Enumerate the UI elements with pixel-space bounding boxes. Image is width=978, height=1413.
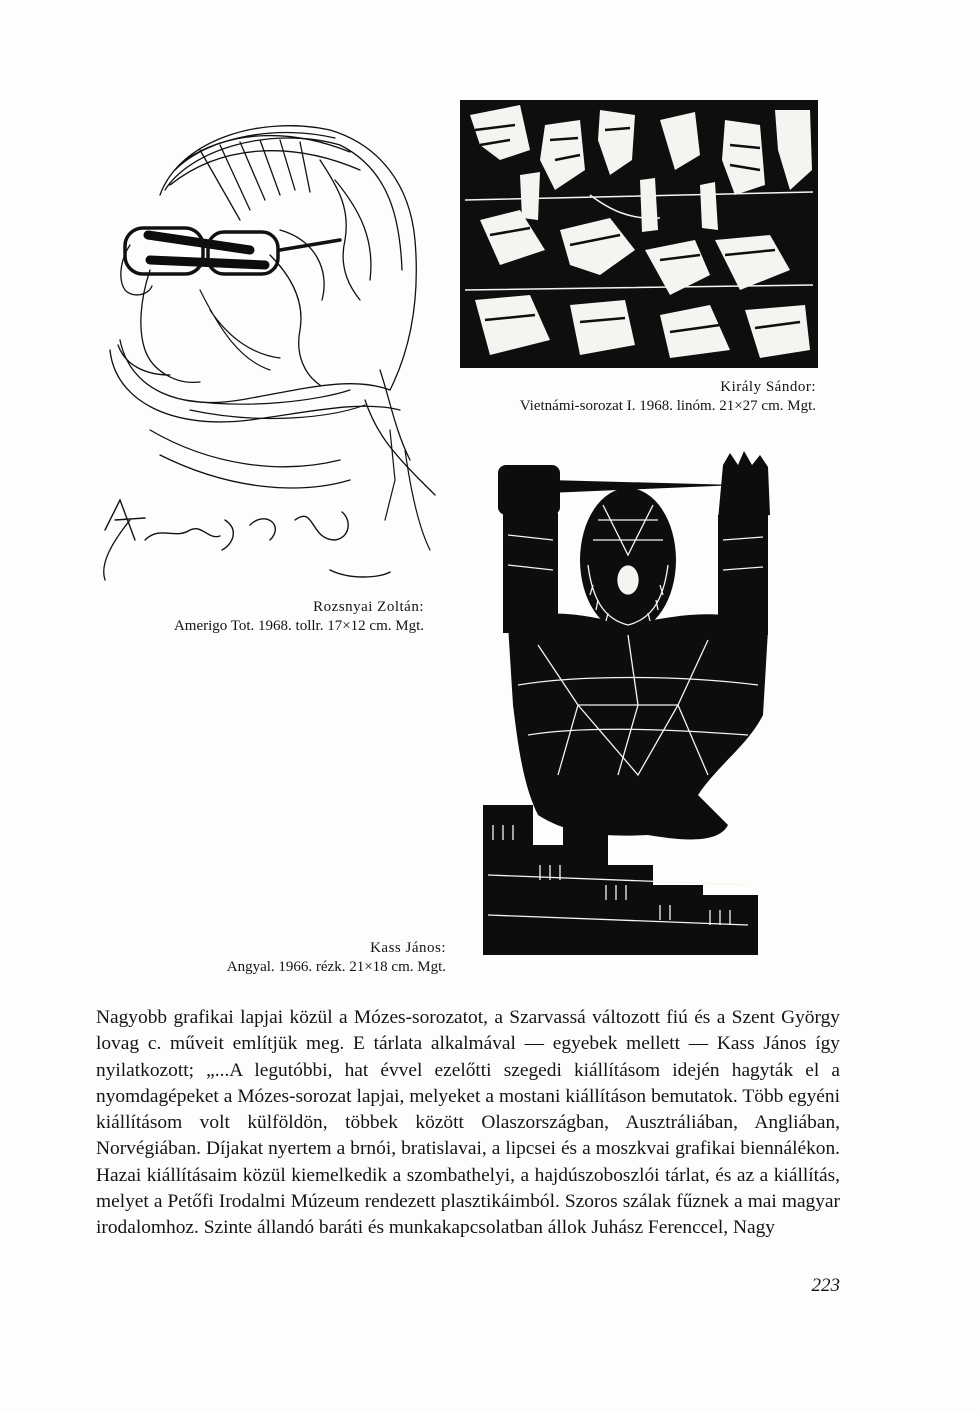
portrait-drawing [90,100,450,595]
angel-details: Angyal. 1966. rézk. 21×18 cm. Mgt. [226,959,446,975]
angel-author: Kass János: [370,940,446,956]
angel-etching [478,445,778,965]
vietnam-details: Vietnámi-sorozat I. 1968. linóm. 21×27 cm. Mgt. [519,398,816,414]
page-number: 223 [811,1275,840,1296]
portrait-author: Rozsnyai Zoltán: [313,599,424,615]
vietnam-author: Király Sándor: [720,379,816,395]
body-paragraph: Nagyobb grafikai lapjai közül a Mózes-sorozatot, a Szarvassá változott fiú és a Szent György lovag c. műveit említjük meg. E tárlata alkalmával — egyebek mellett — Kass János így nyilatkozott; „...A legutóbbi, hat évvel ezelőtti szegedi kiállításom idején hagyták el a nyomdagépeket a Mózes-sorozat lapjai, melyeket a mostani kiállításon bemutatok. Több egyéni kiállításom volt külföldön, többek között Olaszországban, Ausztráliában, Angliában, Norvégiában. Díjakat nyertem a brnói, bratislavai, a lipcsei és a moszkvai grafikai biennálékon. Hazai kiállításaim közül kiemelkedik a szombathelyi, a hajdúszoboszlói tárlat, és az a kiállítás, melyet a Petőfi Irodalmi Múzeum rendezett plasztikáimból. Szoros szálak fűznek a mai magyar irodalomhoz. Szinte állandó baráti és munkakapcsolatban állok Juhász Ferenccel, Nagy [96,1007,840,1239]
angel-caption [130,939,446,977]
portrait-caption [60,598,424,636]
vietnam-caption [440,378,816,416]
portrait-details: Amerigo Tot. 1968. tollr. 17×12 cm. Mgt. [173,618,424,634]
vietnam-linocut [460,100,818,368]
